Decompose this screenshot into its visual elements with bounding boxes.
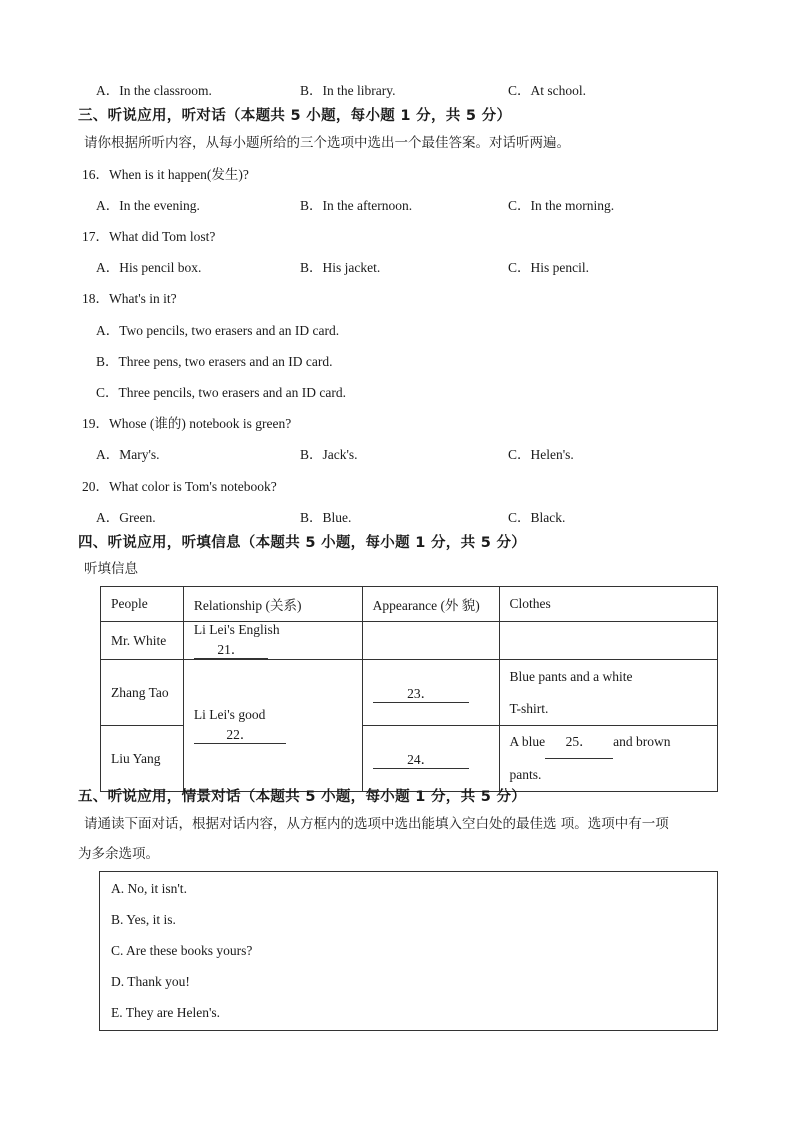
section3-heading: 三、听说应用，听对话（本题共 5 小题，每小题 1 分，共 5 分） xyxy=(78,108,512,124)
clothes-empty xyxy=(499,622,717,660)
option-b: B. Yes, it is. xyxy=(111,912,176,927)
appearance-cell-23 xyxy=(362,660,499,726)
q19-option-a: A．Mary's. xyxy=(96,447,160,462)
q15-option-c: C．At school. xyxy=(508,83,587,98)
q16-option-a: A．In the evening. xyxy=(96,198,200,213)
clothes-line-2: T-shirt. xyxy=(509,700,549,716)
clothes-line-2: pants. xyxy=(509,767,542,782)
q19-option-b: B．Jack's. xyxy=(300,447,358,462)
option-d: D. Thank you! xyxy=(111,974,190,989)
section3-instruction: 请你根据所听内容，从每小题所给的三个选项中选出一个最佳答案。对话听两遍。 xyxy=(84,135,570,151)
q18-option-a: A．Two pencils, two erasers and an ID card. xyxy=(96,323,340,338)
blank-25[interactable]: 25． xyxy=(545,726,613,759)
q18-stem: 18．What's in it? xyxy=(82,291,177,306)
clothes-line-1: Blue pants and a white xyxy=(509,668,633,684)
people-mr-white: Mr. White xyxy=(101,622,184,660)
option-c: C. Are these books yours? xyxy=(111,943,253,958)
header-appearance: Appearance (外 貌) xyxy=(362,587,499,622)
q18-option-c: C．Three pencils, two erasers and an ID card. xyxy=(96,385,347,400)
q19-option-c: C．Helen's. xyxy=(508,447,574,462)
q20-option-a: A．Green. xyxy=(96,510,156,525)
appearance-empty xyxy=(362,622,499,660)
appearance-cell-24 xyxy=(362,726,499,792)
table-header-row xyxy=(101,587,718,622)
table-row xyxy=(101,622,718,660)
relationship-cell-22 xyxy=(183,660,362,792)
q20-option-c: C．Black. xyxy=(508,510,566,525)
q16-option-c: C．In the morning. xyxy=(508,198,615,213)
info-table xyxy=(100,586,718,792)
q17-option-c: C．His pencil. xyxy=(508,260,589,275)
relationship-prefix: Li Lei's good xyxy=(193,707,266,722)
section5-instruction xyxy=(78,809,722,869)
header-people: People xyxy=(101,587,184,622)
header-clothes: Clothes xyxy=(499,587,717,622)
relationship-cell-21 xyxy=(183,622,362,660)
section4-subtitle: 听填信息 xyxy=(84,561,138,577)
header-relationship: Relationship (关系) xyxy=(183,587,362,622)
clothes-suffix: and brown xyxy=(613,734,671,749)
clothes-line-1 xyxy=(510,726,707,759)
section4-heading: 四、听说应用，听填信息（本题共 5 小题，每小题 1 分，共 5 分） xyxy=(78,535,527,551)
section5-heading: 五、听说应用，情景对话（本题共 5 小题，每小题 1 分，共 5 分） xyxy=(78,789,527,805)
instruction-line-1: 请通读下面对话，根据对话内容，从方框内的选项中选出能填入空白处的最佳选 项。选项中有一项 xyxy=(84,816,669,832)
blank-23[interactable]: 23． xyxy=(373,682,469,703)
option-a: A. No, it isn't. xyxy=(111,881,187,896)
clothes-prefix: A blue xyxy=(509,734,546,749)
option-e: E. They are Helen's. xyxy=(111,1005,221,1020)
options-box xyxy=(99,871,718,1031)
clothes-liu-yang xyxy=(499,726,717,792)
q18-option-b: B．Three pens, two erasers and an ID card. xyxy=(96,354,333,369)
q16-stem: 16．When is it happen(发生)? xyxy=(82,167,249,182)
people-liu-yang: Liu Yang xyxy=(101,726,184,792)
q20-stem: 20．What color is Tom's notebook? xyxy=(82,479,277,494)
clothes-zhang-tao xyxy=(499,660,717,726)
people-zhang-tao: Zhang Tao xyxy=(101,660,184,726)
blank-21[interactable]: 21． xyxy=(194,638,268,659)
q20-option-b: B．Blue. xyxy=(300,510,352,525)
q17-stem: 17．What did Tom lost? xyxy=(82,229,216,244)
q16-option-b: B．In the afternoon. xyxy=(300,198,413,213)
q19-stem: 19．Whose (谁的) notebook is green? xyxy=(82,416,292,431)
instruction-line-2: 为多余选项。 xyxy=(78,846,159,862)
relationship-prefix: Li Lei's English xyxy=(193,622,280,637)
blank-22[interactable]: 22． xyxy=(194,723,286,744)
blank-24[interactable]: 24． xyxy=(373,748,469,769)
q17-option-b: B．His jacket. xyxy=(300,260,381,275)
q15-option-b: B．In the library. xyxy=(300,83,396,98)
table-row xyxy=(101,660,718,726)
q15-option-a: A．In the classroom. xyxy=(96,83,212,98)
q17-option-a: A．His pencil box. xyxy=(96,260,202,275)
